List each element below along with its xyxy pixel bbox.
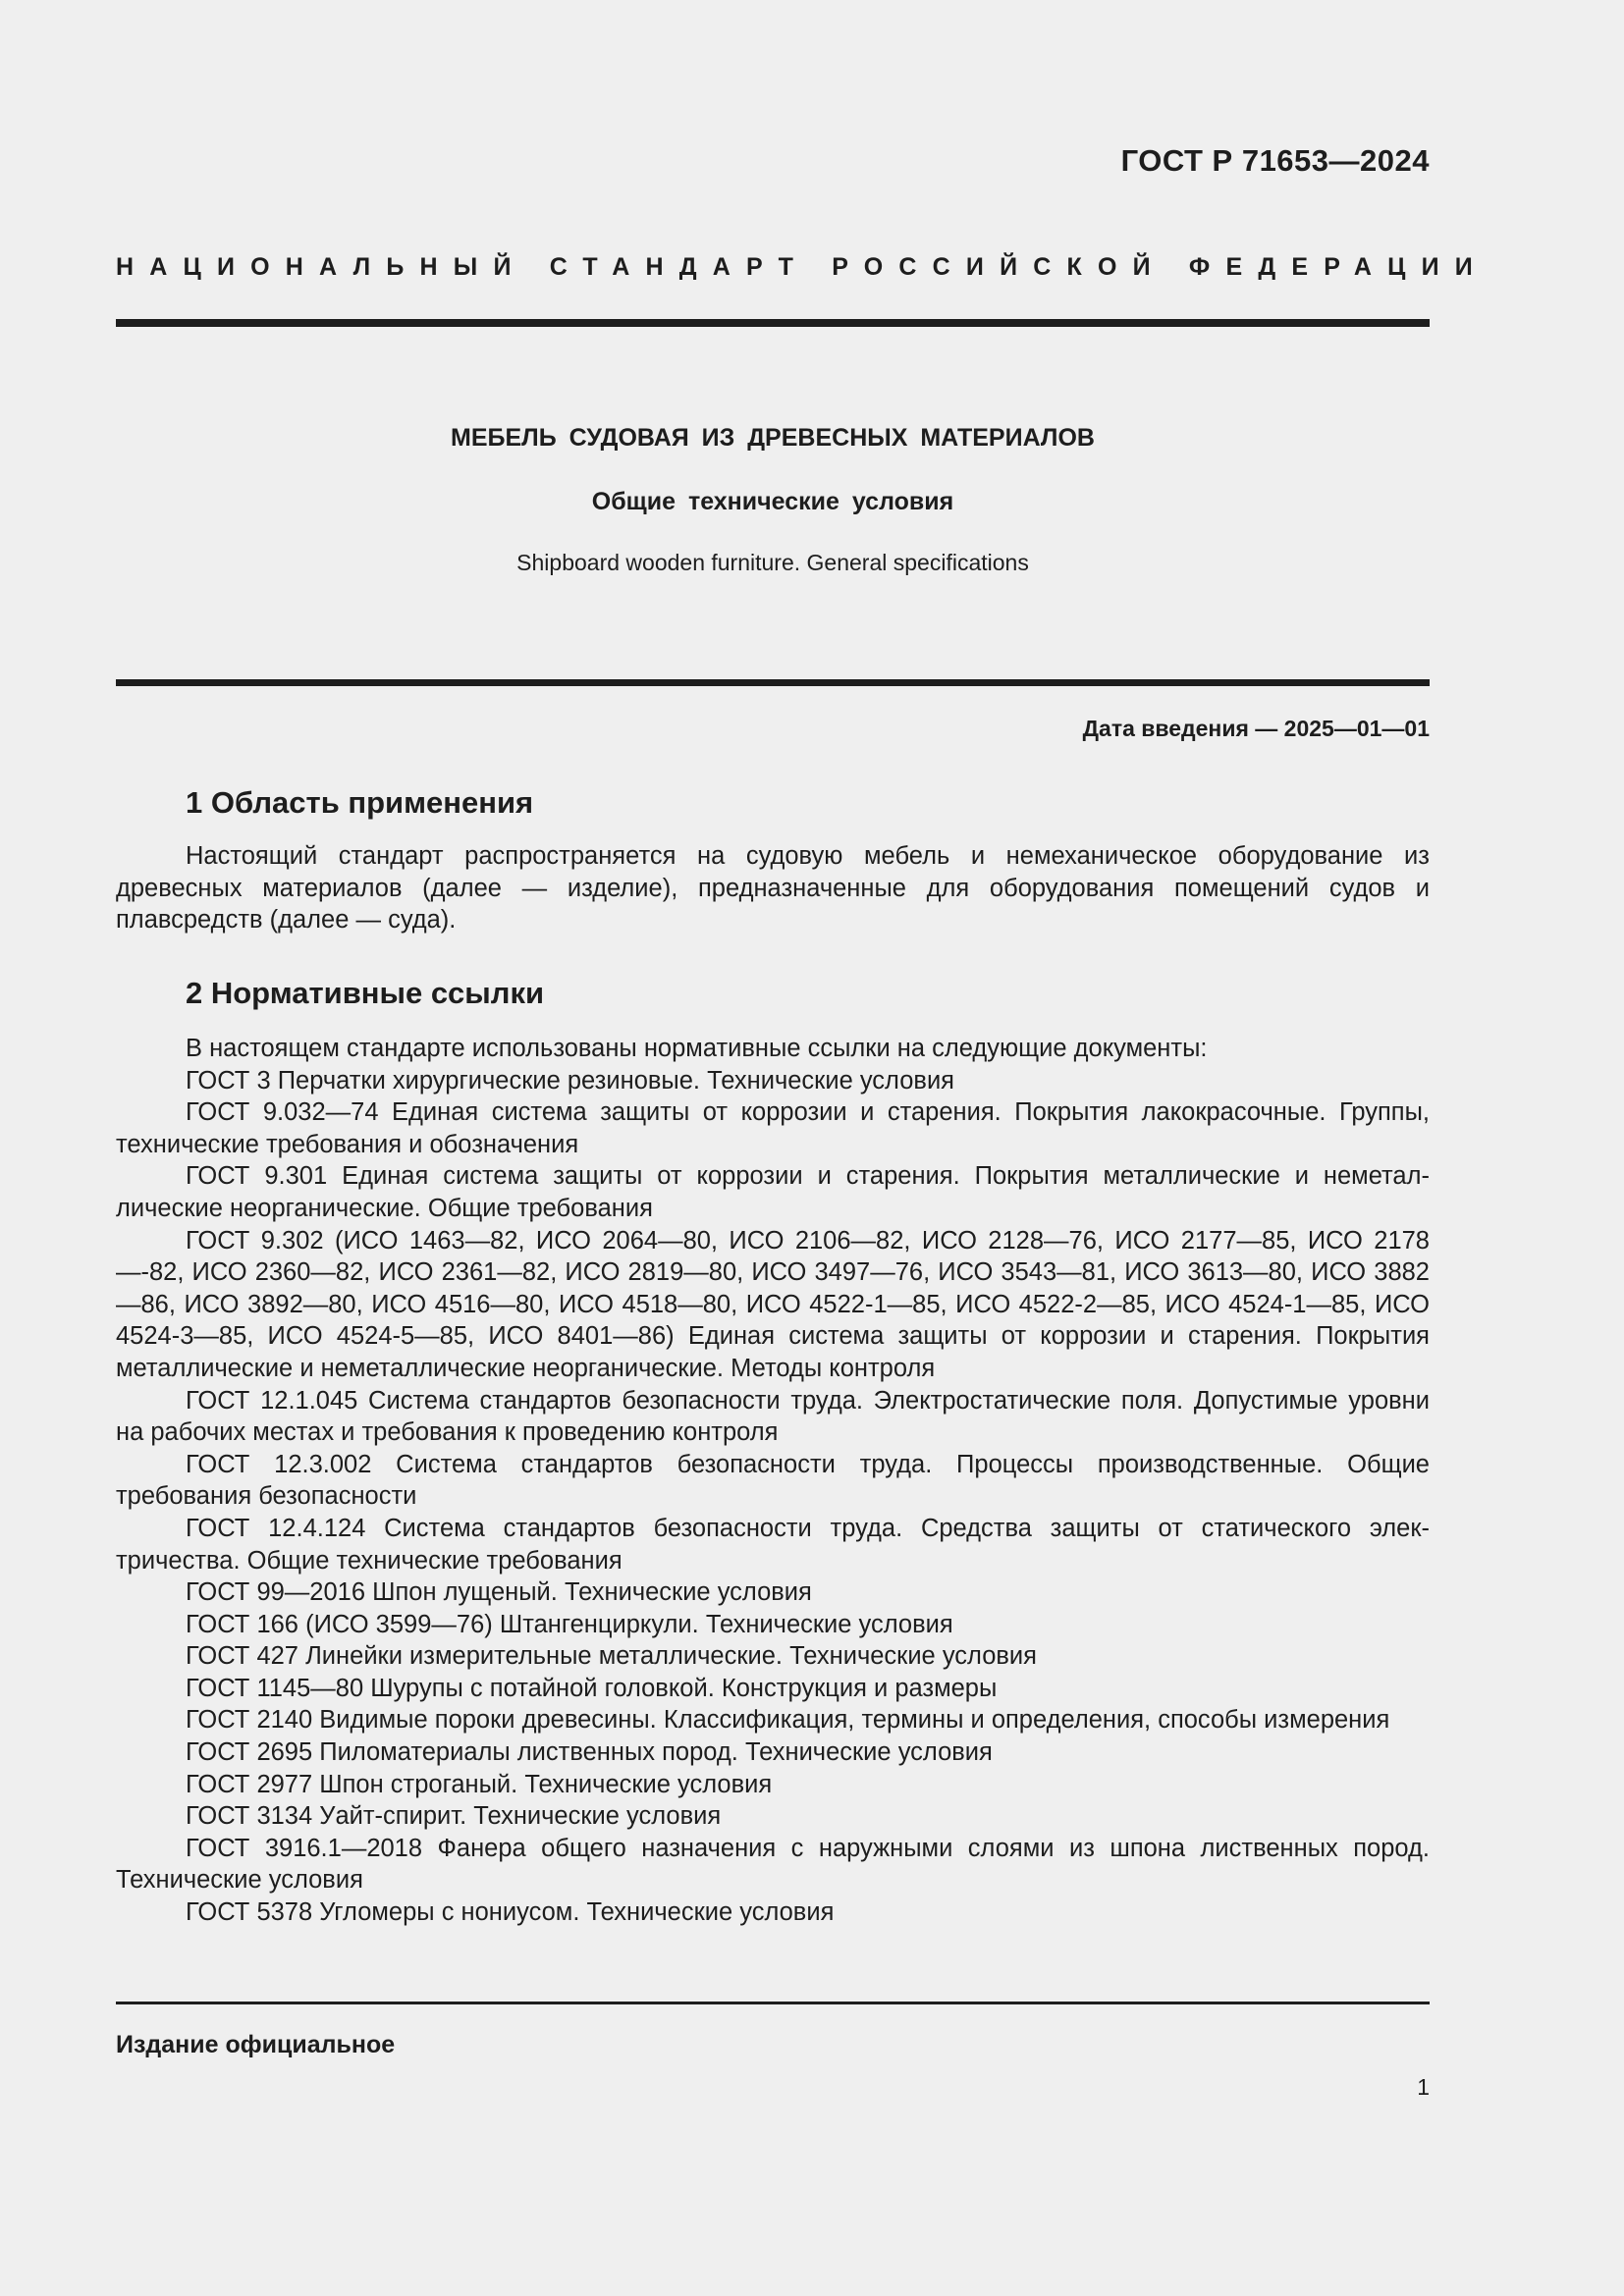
reference-item: ГОСТ 3134 Уайт-спирит. Технические условия [186, 1802, 722, 1831]
section-1-body [116, 840, 1430, 936]
gost-number: ГОСТ Р 71653—2024 [1120, 143, 1430, 178]
reference-item: ГОСТ 2977 Шпон строганый. Технические условия [186, 1770, 773, 1798]
reference-item: ГОСТ 2695 Пиломатериалы лиственных пород. Технические условия [186, 1738, 993, 1767]
document-subtitle: Общие технические условия [591, 488, 954, 515]
reference-item: ГОСТ 12.1.045 Система стандартов безопасности труда. Электростатические поля. Допустимые уровни на рабочих местах и требования к проведению контроля [116, 1386, 1430, 1447]
reference-item: ГОСТ 3916.1—2018 Фанера общего назначения с наружными слоями из шпона лиственных пород. Технические условия [116, 1834, 1430, 1895]
section-2-heading: 2 Нормативные ссылки [186, 976, 545, 1010]
scope-paragraph: Настоящий стандарт распространяется на судовую мебель и немеханическое оборудование из древесных материалов (далее — изделие), предназначенные для оборудования помещений судов и плавсредств (далее — суда). [116, 842, 1430, 934]
national-standard-heading: НАЦИОНАЛЬНЫЙ СТАНДАРТ РОССИЙСКОЙ ФЕДЕРАЦИИ [116, 253, 1489, 281]
reference-item: ГОСТ 166 (ИСО 3599—76) Штангенциркули. Технические условия [186, 1610, 953, 1638]
footer-divider [116, 2002, 1430, 2004]
page-number: 1 [1417, 2074, 1430, 2100]
reference-item: ГОСТ 427 Линейки измерительные металлические. Технические условия [186, 1642, 1037, 1671]
references-intro: В настоящем стандарте использованы нормативные ссылки на следующие документы: [186, 1035, 1208, 1062]
reference-item: ГОСТ 99—2016 Шпон лущеный. Технические условия [186, 1578, 812, 1607]
reference-item: ГОСТ 9.301 Единая система защиты от коррозии и старения. Покрытия металлические и неметаллические неорганические. Общие требования [116, 1162, 1430, 1222]
section-1-heading: 1 Область применения [186, 785, 534, 820]
top-divider [116, 319, 1430, 327]
reference-item: ГОСТ 12.4.124 Система стандартов безопасности труда. Средства защиты от статического электричества. Общие технические требования [116, 1514, 1430, 1575]
reference-item: ГОСТ 1145—80 Шурупы с потайной головкой. Конструкция и размеры [186, 1674, 998, 1702]
reference-item: ГОСТ 2140 Видимые пороки древесины. Классификация, термины и определения, способы измерения [186, 1706, 1390, 1735]
reference-item: ГОСТ 3 Перчатки хирургические резиновые. Технические условия [186, 1066, 954, 1095]
english-title: Shipboard wooden furniture. General specifications [516, 550, 1029, 575]
title-divider [116, 679, 1430, 686]
reference-item: ГОСТ 9.032—74 Единая система защиты от коррозии и старения. Покрытия лакокрасочные. Группы, технические требования и обозначения [116, 1098, 1430, 1158]
reference-item: ГОСТ 5378 Угломеры с нониусом. Технические условия [186, 1898, 835, 1927]
introduction-date: Дата введения — 2025—01—01 [1082, 716, 1430, 741]
document-title: МЕБЕЛЬ СУДОВАЯ ИЗ ДРЕВЕСНЫХ МАТЕРИАЛОВ [451, 424, 1095, 452]
reference-item: ГОСТ 9.302 (ИСО 1463—82, ИСО 2064—80, ИСО 2106—82, ИСО 2128—76, ИСО 2177—85, ИСО 2178—-82, ИСО 2360—82, ИСО 2361—82, ИСО 2819—80, ИСО 3497—76, ИСО 3543—81, ИСО 3613—80, ИСО 3882—86, ИСО 3892—80, ИСО 4516—80, ИСО 4518—80, ИСО 4522-1—85, ИСО 4522-2—85, ИСО 4524-1—85, ИСО 4524-3—85, ИСО 4524-5—85, ИСО 8401—86) Единая система защиты от коррозии и старения. Покрытия металлические и неметаллические неорганические. Методы контроля [116, 1226, 1430, 1382]
reference-item: ГОСТ 12.3.002 Система стандартов безопасности труда. Процессы производственные. Общие требования безопасности [116, 1450, 1430, 1511]
official-edition-label: Издание официальное [116, 2031, 396, 2058]
document-page [116, 0, 1489, 2296]
normative-references-list [116, 1033, 1430, 1929]
